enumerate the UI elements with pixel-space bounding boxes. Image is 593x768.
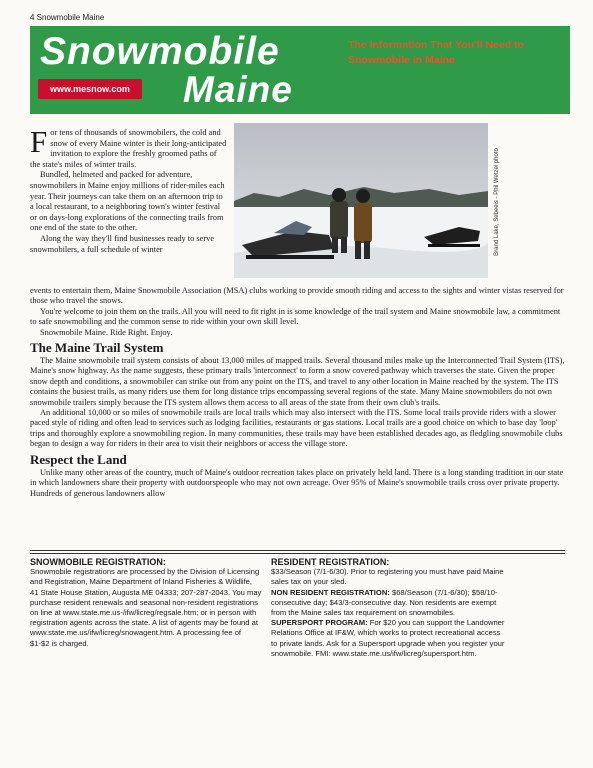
body-paragraph-trail-2: An additional 10,000 or so miles of snowmobile trails are local trails which may also intersect with the ITS. Some local trails provide riders with a slower paced style of riding and often lead to services such as lodging facilities, restaurants or gas stations. Local trails are a good choice on which to base day 'loop' trips and thoroughly explore a snowmobiling region. In many communities, these trails may have been established decades ago, as fledgling snowmobile clubs began to design a way for riders in their area to visit their neighbors or access the village store. bbox=[30, 408, 563, 449]
registration-text: Snowmobile registrations are processed by the Division of Licensing and Registration, Maine Department of Inland Fisheries & Wildlife, 41 State House Station, Augusta ME 04333; 207-287-2043. You may purchase resident renewals and seasonal non-resident registrations on line at www.state.me.us-/ifw/licreg/regsale.htm; or in person with registration agents across the state. A list of agents may be found at www.state.me.us/ifw/licreg/snowagent.htm. A processing fee of $1-$2 is charged. bbox=[30, 567, 262, 648]
body-paragraph-trail-1: The Maine snowmobile trail system consists of about 13,000 miles of mapped trails. Several thousand miles make up the Interconnected Trail System (ITS), Maine's snow highway. As the name suggests, these primary trails 'interconnect' to form a snow covered pathway which traverses the state. Given the proper snow depth and conditions, a snowmobiler can strike out from any point on the ITS, and travel to any other location in Maine reached by the system. The ITS contains the busiest trails, as many riders use them for long distance trips encompassing several regions of the state. Many Maine snowmobilers do not own snowmobile trailers simply because the ITS system allows them access to all areas of the state from their own club's trails. bbox=[30, 356, 565, 407]
heading-trail-system: The Maine Trail System bbox=[30, 340, 164, 356]
masthead-tagline: The Information That You'll Need to Snowmobile in Maine bbox=[348, 39, 524, 66]
intro-paragraph-2: Bundled, helmeted and packed for adventure, snowmobilers in Maine enjoy millions of rider-miles each year. Their journeys can take them on an afternoon trip to a local restaurant, to a neighboring town's winter festival or on days-long explorations of the connecting trails from one end of the state to the other. bbox=[30, 170, 225, 233]
supersport-block bbox=[271, 618, 507, 659]
website-url[interactable]: www.mesnow.com bbox=[38, 79, 142, 99]
fees-box bbox=[271, 557, 507, 659]
body-paragraph-slogan: Snowmobile Maine. Ride Right. Enjoy. bbox=[40, 327, 173, 337]
intro-column bbox=[30, 124, 228, 255]
heading-respect-land: Respect the Land bbox=[30, 451, 127, 467]
intro-paragraph-1: For tens of thousands of snowmobilers, the cold and snow of every Maine winter is their long-anticipated invitation to explore the freshly groomed paths of the state's miles of winter trails. bbox=[30, 124, 227, 169]
resident-heading: RESIDENT REGISTRATION: bbox=[271, 557, 390, 567]
registration-heading: SNOWMOBILE REGISTRATION: bbox=[30, 557, 166, 567]
page-header: 4 Snowmobile Maine bbox=[30, 13, 105, 22]
article-body bbox=[30, 286, 565, 499]
body-paragraph-continued: events to entertain them, Maine Snowmobile Association (MSA) clubs working to provide smooth riding and access to the sights and winter vistas reserved for those who travel the snows. bbox=[30, 286, 564, 306]
photo-credit: Brand Lake, Sebeeis - Phil Wetzel photo bbox=[494, 147, 500, 256]
divider-rule bbox=[30, 553, 565, 554]
masthead-banner bbox=[30, 26, 570, 114]
nonresident-block bbox=[271, 588, 507, 619]
body-paragraph-welcome: You're welcome to join them on the trails. All you will need to fit right in is some knowledge of the trail system and Maine snowmobile law, a commitment to safe snowmobiling and the common sense to ride within your own skill level. bbox=[30, 306, 561, 327]
masthead-title-line2: Maine bbox=[183, 69, 293, 110]
resident-text: $33/Season (7/1-6/30). Prior to registering you must have paid Maine sales tax on your sled. bbox=[271, 567, 504, 587]
nonresident-heading: NON RESIDENT REGISTRATION: bbox=[271, 587, 390, 597]
body-paragraph-land: Unlike many other areas of the country, much of Maine's outdoor recreation takes place on privately held land. There is a long standing tradition in our state in which landowners share their property with outdoorspeople who may not own acreage. Over 95% of Maine's snowmobile trails cross over private property. Hundreds of generous landowners allow bbox=[30, 467, 564, 498]
supersport-heading: SUPERSPORT PROGRAM: bbox=[271, 618, 368, 628]
intro-paragraph-3: Along the way they'll find businesses ready to serve snowmobilers, a full schedule of winter bbox=[30, 233, 215, 254]
nonresident-text: $68/Season (7/1-6/30); $58/10-consecutive day; $43/3-consecutive day. Non residents are exempt from the Maine sales tax requirement on snowmobiles. bbox=[271, 587, 498, 618]
drop-cap: F bbox=[30, 124, 48, 159]
registration-box bbox=[30, 557, 262, 649]
snowmobile-photo bbox=[234, 123, 488, 278]
divider-rule bbox=[30, 550, 565, 551]
masthead-title-line1: Snowmobile bbox=[40, 30, 280, 73]
supersport-text: For $20 you can support the Landowner Relations Office at IF&W, which works to protect recreational access to private lands. Ask for a Supersport upgrade when you register your snowmobile. FMI: www.state.me.us/ifw/licreg/supersport.htm. bbox=[271, 618, 505, 658]
